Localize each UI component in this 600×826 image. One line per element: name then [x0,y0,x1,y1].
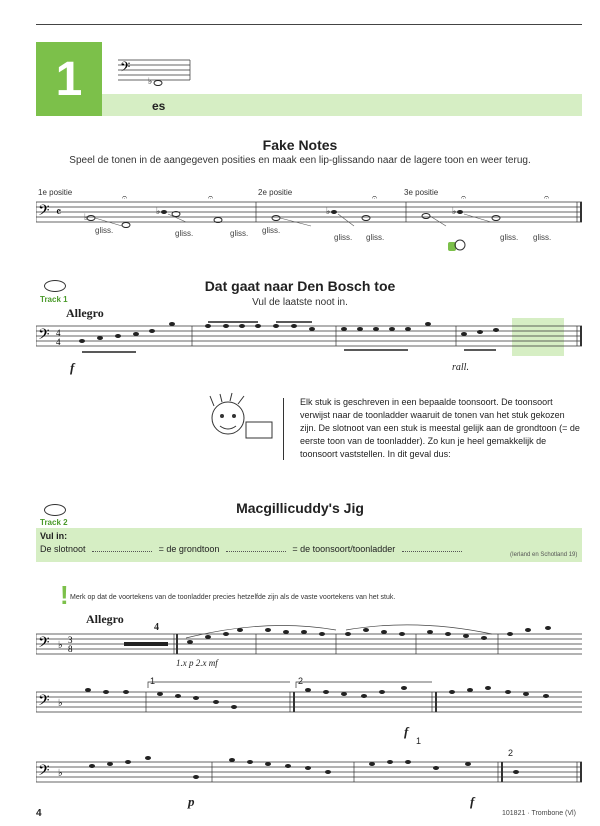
svg-text:♭: ♭ [452,206,457,216]
ending-2-label-b: 2 [508,748,514,758]
svg-text:♭: ♭ [326,206,331,216]
svg-text:𝄢: 𝄢 [38,326,50,346]
fill-label-toonsoort: = de toonsoort/toonladder [292,544,396,554]
den-bosch-dynamic: f [70,360,75,375]
mascot-illustration [196,392,280,452]
info-text: Elk stuk is geschreven in een bepaalde toonsoort. De toonsoort verwijst naar de toonladder waaruit de tonen van het stuk gekozen zijn. De slotnoot van een stuk is meestal gelijk aan de grondtoon (= de eerste toon van de toonladder). Zo kun je heel gemakkelijk de toonsoort vaststellen. In dit geval dus: [300,397,580,459]
chapter-band [102,94,582,116]
svg-text:𝄢: 𝄢 [38,202,50,222]
fill-label-slotnoot: De slotnoot [40,544,86,554]
ending-1-label-b: 1 [416,736,422,746]
svg-text:♭: ♭ [58,768,63,779]
jig-title: Macgillicuddy's Jig [236,500,364,516]
position-label-3: 3e positie [404,188,439,197]
gliss-mark-6: gliss. [366,233,385,242]
gliss-mark-4: gliss. [262,226,281,235]
den-bosch-subtitle: Vul de laatste noot in. [252,297,348,308]
gliss-mark-1: gliss. [95,226,114,235]
svg-text:𝄢: 𝄢 [38,692,50,712]
svg-text:𝄐: 𝄐 [372,196,378,202]
track-2-label: Track 2 [40,518,68,527]
exclamation-icon: ! [60,580,69,610]
den-bosch-tempo: Allegro [66,306,104,320]
hand-pointer-icon [446,236,468,254]
svg-text:𝄐: 𝄐 [122,196,128,202]
gliss-mark-5: gliss. [334,233,353,242]
svg-text:𝄴: 𝄴 [56,205,62,219]
footer-code: 101821 · Trombone (Vl) [502,810,576,817]
svg-text:𝄐: 𝄐 [208,196,214,202]
jig-staff-2 [36,680,582,724]
fill-in-line [40,544,466,554]
fill-blank-toonsoort[interactable] [402,551,462,552]
gliss-mark-3: gliss. [230,229,249,238]
jig-dynamic-f-1: f [404,724,409,739]
chapter-label: es [152,99,166,113]
fill-blank-slotnoot[interactable] [92,551,152,552]
svg-text:𝄢: 𝄢 [120,61,131,78]
den-bosch-staff [36,318,582,362]
jig-staff-3 [36,752,582,792]
svg-text:♭: ♭ [156,206,161,216]
page-number: 4 [36,808,42,819]
multirest-count: 4 [154,622,159,633]
svg-text:♭: ♭ [84,212,89,222]
ending-2-label: 2 [298,676,304,686]
jig-dynamic-line1: 1.x p 2.x mf [176,658,218,668]
jig-staff-1 [36,624,582,664]
credit-text: (Ierland en Schotland 19) [510,552,578,558]
fill-in-heading: Vul in: [40,531,68,541]
ending-1-label: 1 [150,676,156,686]
gliss-mark-2: gliss. [175,229,194,238]
jig-tempo: Allegro [86,612,124,626]
den-bosch-rall: rall. [452,362,469,373]
chapter-badge [36,42,102,116]
svg-text:♭: ♭ [58,698,63,709]
fill-label-grondtoon: = de grondtoon [158,544,220,554]
gliss-mark-8: gliss. [533,233,552,242]
track-1-label: Track 1 [40,295,68,304]
chapter-number: 1 [55,52,83,106]
tip-text: Merk op dat de voortekens van de toonladder precies hetzelfde zijn als de vaste voortekens van het stuk. [70,594,396,601]
top-rule [36,24,582,25]
position-label-1: 1e positie [38,188,73,197]
info-bracket [283,398,287,460]
svg-text:♭: ♭ [148,76,153,86]
svg-text:𝄐: 𝄐 [461,196,467,202]
fake-notes-instruction: Speel de tonen in de aangegeven posities en maak een lip-glissando naar de lagere toon en weer terug. [69,155,531,166]
jig-dynamic-f-2: f [470,794,475,809]
fake-notes-title: Fake Notes [262,137,338,153]
svg-text:4: 4 [56,328,61,338]
svg-text:8: 8 [68,644,73,654]
svg-text:𝄢: 𝄢 [38,762,50,782]
svg-text:3: 3 [68,635,73,645]
jig-dynamic-p: p [188,794,195,809]
position-label-2: 2e positie [258,188,293,197]
den-bosch-title: Dat gaat naar Den Bosch toe [204,278,396,294]
header-staff [118,56,198,86]
svg-text:♭: ♭ [58,640,63,651]
svg-text:𝄢: 𝄢 [38,634,50,654]
svg-text:4: 4 [56,337,61,347]
svg-text:𝄐: 𝄐 [544,196,550,202]
fill-blank-grondtoon[interactable] [226,551,286,552]
gliss-mark-7: gliss. [500,233,519,242]
